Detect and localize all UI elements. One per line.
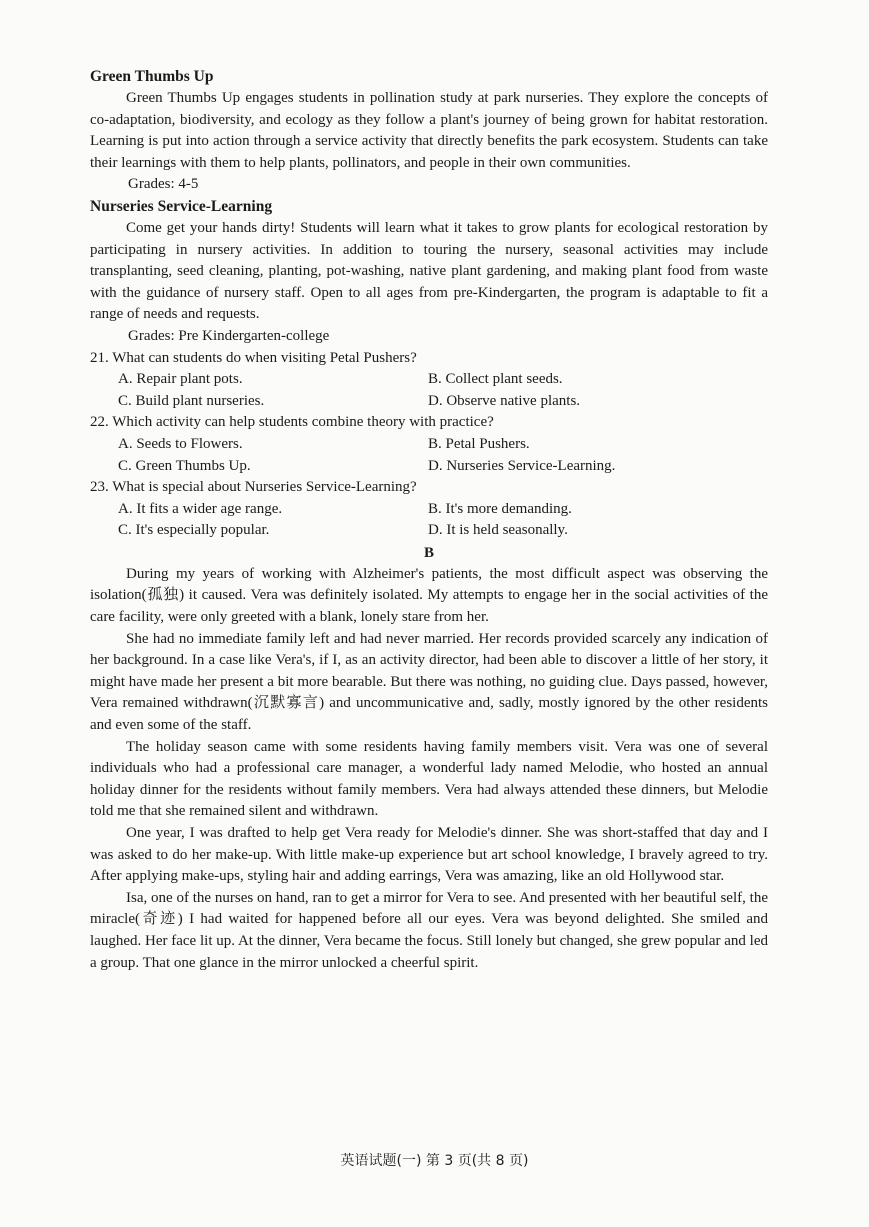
question-stem: 21. What can students do when visiting Petal Pushers? xyxy=(90,349,417,366)
question-22 xyxy=(90,412,768,477)
answer-options xyxy=(118,369,768,412)
question-23 xyxy=(90,477,768,542)
passage-paragraph: One year, I was drafted to help get Vera ready for Melodie's dinner. She was short-staffed that day and I was asked to do her make-up. With little make-up experience but art school knowledge, I bravely agreed to try. After applying make-ups, styling hair and adding earrings, Vera was amazing, like an old Hollywood star. xyxy=(90,825,768,885)
option-d: D. Observe native plants. xyxy=(428,392,581,409)
passage-paragraph: The holiday season came with some residents having family members visit. Vera was one of several individuals who had a professional care manager, a wonderful lady named Melodie, who hosted an annual holiday dinner for the residents without family members. Vera had always attended these dinners, but Melodie told me that she remained silent and withdrawn. xyxy=(90,738,768,820)
green-thumbs-description: Green Thumbs Up engages students in pollination study at park nurseries. They explore the concepts of co-adaptation, biodiversity, and ecology as they follow a plant's journey of being grown for habitat restoration. Learning is put into action through a service activity that directly benefits the park ecosystem. Students can take their learnings with them to help plants, pollinators, and people in their own communities. xyxy=(90,90,768,171)
question-stem: 23. What is special about Nurseries Service-Learning? xyxy=(90,479,417,496)
option-a: A. Seeds to Flowers. xyxy=(118,435,243,452)
section-b-heading: B xyxy=(423,544,434,561)
passage-paragraph: During my years of working with Alzheimer's patients, the most difficult aspect was observing the isolation(孤独) it caused. Vera was definitely isolated. My attempts to engage her in the social activities of the care facility, were only greeted with a blank, lonely stare from her. xyxy=(90,565,768,626)
option-c: C. It's especially popular. xyxy=(118,522,270,539)
green-thumbs-grades: Grades: 4-5 xyxy=(128,176,199,193)
option-d: D. It is held seasonally. xyxy=(428,522,568,539)
option-c: C. Build plant nurseries. xyxy=(118,392,265,409)
green-thumbs-title: Green Thumbs Up xyxy=(90,68,214,85)
question-stem: 22. Which activity can help students combine theory with practice? xyxy=(90,414,494,431)
option-b: B. Petal Pushers. xyxy=(428,435,530,452)
option-c: C. Green Thumbs Up. xyxy=(118,457,251,474)
passage-paragraph: She had no immediate family left and had never married. Her records provided scarcely any indication of her background. In a case like Vera's, if I, as an activity director, had been able to discover a little of her story, it might have made her present a bit more bearable. But there was nothing, no guiding clue. Days passed, however, Vera remained withdrawn(沉默寡言) and uncommunicative and, sadly, mostly ignored by the other residents and even some of the staff. xyxy=(90,630,768,734)
nurseries-title: Nurseries Service-Learning xyxy=(90,197,273,215)
question-21 xyxy=(90,348,768,413)
option-a: A. It fits a wider age range. xyxy=(118,500,283,517)
nurseries-description: Come get your hands dirty! Students will learn what it takes to grow plants for ecological restoration by participating in nursery activities. In addition to touring the nursery, seasonal activities may include transplanting, seed cleaning, planting, pot-washing, native plant gardening, and making plant food from waste with the guidance of nursery staff. Open to all ages from pre-Kindergarten, the program is adaptable to fit a range of needs and requests. xyxy=(90,219,768,323)
page-content xyxy=(90,66,768,974)
page-footer: 英语试题(一) 第 3 页(共 8 页) xyxy=(340,1153,529,1169)
option-d: D. Nurseries Service-Learning. xyxy=(428,457,616,474)
option-b: B. It's more demanding. xyxy=(428,500,572,517)
option-a: A. Repair plant pots. xyxy=(118,371,243,388)
option-b: B. Collect plant seeds. xyxy=(428,371,563,388)
answer-options xyxy=(118,434,768,477)
passage-paragraph: Isa, one of the nurses on hand, ran to get a mirror for Vera to see. And presented with her beautiful self, the miracle(奇迹) I had waited for happened before all our eyes. Vera was beyond delighted. She smiled and laughed. Her face lit up. At the dinner, Vera became the focus. Still lonely but changed, she grew popular and led a group. That one glance in the mirror unlocked a cheerful spirit. xyxy=(90,889,768,971)
nurseries-grades: Grades: Pre Kindergarten-college xyxy=(128,327,330,344)
answer-options xyxy=(118,499,768,542)
